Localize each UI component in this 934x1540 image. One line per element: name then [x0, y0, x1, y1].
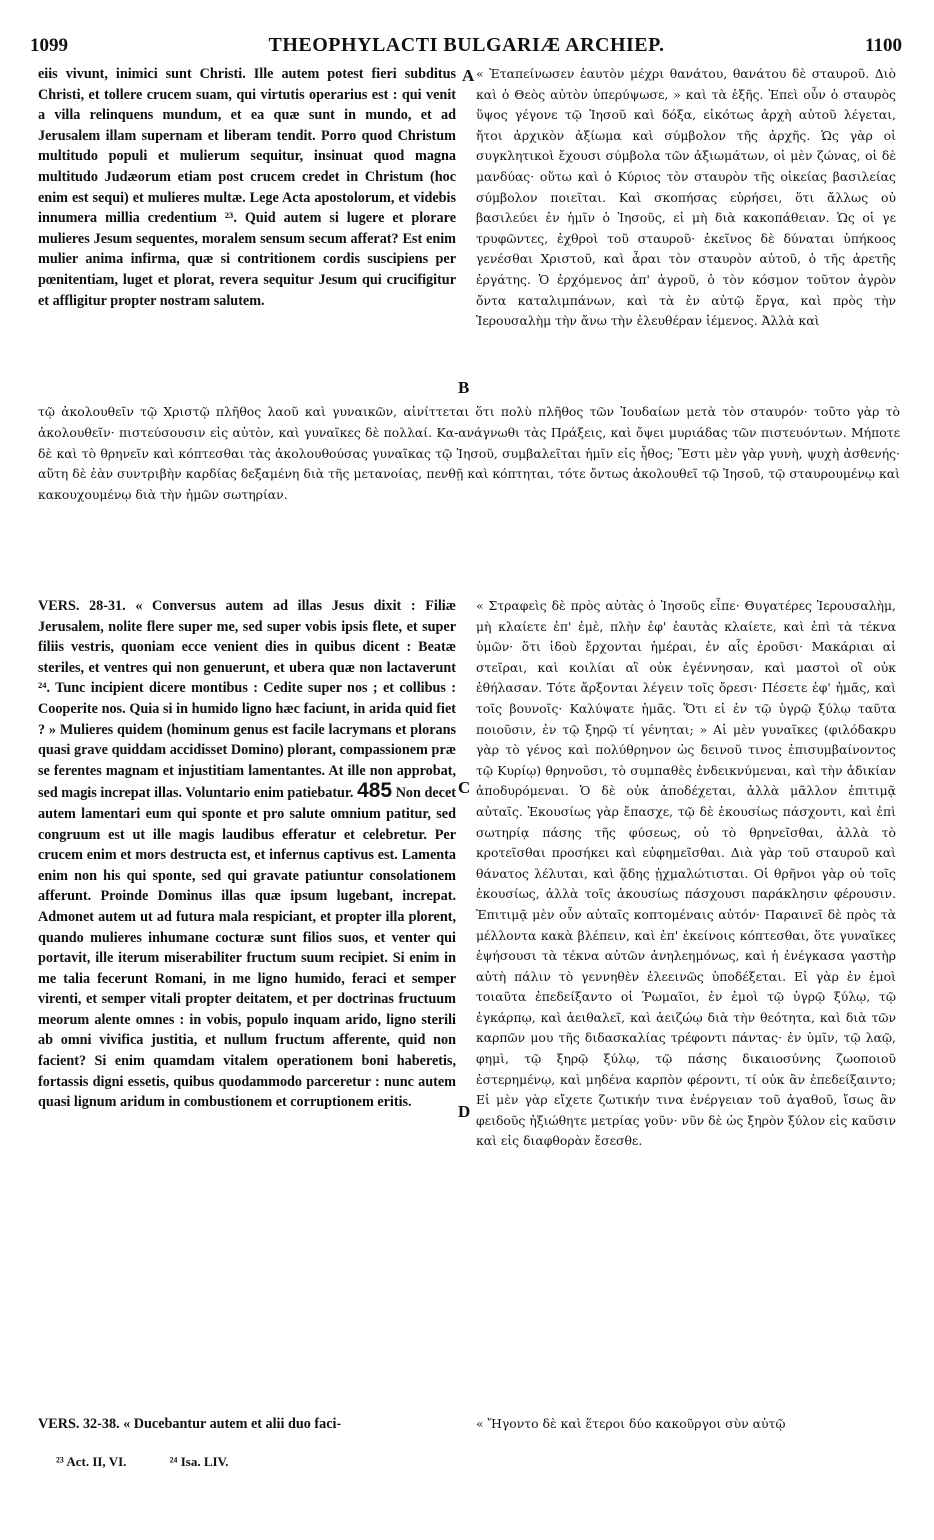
latin-text-post: Non decet autem lamentari eum qui sponte et pro salute omnium patitur, sed congruum est ut ille magis laudibus efferatur et celebretur. Per crucem enim et mors destructa est, et infernus captivus est. Lamenta enim non his qui sponte, sed qui gravate patiuntur consolationem afferunt. Proinde Dominus illas quæ ipsum lugebant, increpat. Admonet autem ut ad futura mala respiciant, et propter illa plorent, quando mulieres inhumane cocturæ sunt filios suos, et venter qui portavit, ille iterum miserabiliter fructum suum recipiet. Si enim in me talia fecerunt Romani, in me ligno humido, feraci et semper virenti, et semper vitali propter deitatem, et per doctrinas fructuum meorum alente omnes : in vobis, populo inquam arido, ligno sterili ab omni vivifica justitia, et nullum fructum afferente, quid non facient? Si enim quamdam vitalem operationem boni haberetis, fortassis digni essetis, quibus quodammodo parceretur : nunc autem quasi lignum aridum in combustionem et corruptionem eritis.	[38, 785, 456, 1111]
section-marker-d: D	[458, 1102, 471, 1121]
greek-column-block-2	[476, 596, 896, 1406]
greek-commentary-paragraph: « Στραφεὶς δὲ πρὸς αὐτὰς ὁ Ἰησοῦς εἶπε· Θυγατέρες Ἱερουσαλὴμ, μὴ κλαίετε ἐπ' ἐμὲ, πλὴν ἐφ' ἑαυτὰς κλαίετε, καὶ ἐπὶ τὰ τέκνα ὑμῶν· ὅτι ἰδοὺ ἔρχονται ἡμέραι, ἐν αἷς ἐροῦσι· Μακάριαι αἱ στεῖραι, καὶ κοιλίαι αἳ οὐκ ἐγέννησαν, καὶ μαστοὶ οἳ οὐκ ἐθήλασαν. Τότε ἄρξονται λέγειν τοῖς ὄρεσι· Πέσετε ἐφ' ἡμᾶς, καὶ τοῖς βουνοῖς· Καλύψατε ἡμᾶς. Ὅτι εἰ ἐν τῷ ὑγρῷ ξύλῳ ταῦτα ποιοῦσιν, ἐν τῷ ξηρῷ τί γένηται; » Αἱ μὲν γυναῖκες (φιλόδακρυ γὰρ τὸ γένος καὶ πολύθρηνον ὡς δεινοῦ τινος ἐπισυμβαίνοντος τῷ Κυρίῳ) θρηνοῦσι, τὸ συμπαθὲς ἐνδεικνύμεναι, καὶ τὴν ἀδικίαν ἀποδυρόμεναι. Ὁ δὲ οὐκ ἀποδέχεται, ἀλλὰ μᾶλλον ἐπιτιμᾷ αὐταῖς. Ἑκουσίως γὰρ ἔπασχε, τῷ δὲ ἑκουσίως πάσχοντι, καὶ ἐπὶ σωτηρίᾳ πάσης τῆς φύσεως, οὐ τὸ θρηνεῖσθαι, ἀλλὰ τὸ κροτεῖσθαι προσήκει καὶ εὐφημεῖσθαι. Διὰ γὰρ τοῦ σταυροῦ καὶ θάνατος λέλυται, καὶ ᾅδης ᾐχμαλώτισται. Οἱ θρῆνοι γὰρ οὐ τοῖς ἑκουσίως, ἀλλὰ τοῖς ἀκουσίως πάσχουσι παράκλησιν φέρουσιν. Ἐπιτιμᾷ μὲν οὖν αὐταῖς κοπτομέναις αὐτόν· Παραινεῖ δὲ πρὸς τὰ μέλλοντα κακὰ βλέπειν, καὶ ἐπ' ἐκείνοις κόπτεσθαι, ὅτε γυναῖκες ἑψήσουσι τὰ τέκνα αὐτῶν ἀνηλεημόνως, καὶ ἡ ἐνέγκασα γαστὴρ αὐτὴ πάλιν τὸ γεννηθὲν ἐλεεινῶς ὑποδέξεται. Εἰ γὰρ ἐν ἐμοὶ τοιαῦτα ἐπεδείξαντο οἱ Ῥωμαῖοι, ἐν ἐμοὶ τῷ ὑγρῷ ξύλῳ, τῷ ἐγκάρπῳ, καὶ ἀειθαλεῖ, καὶ ἀειζώῳ διὰ τὴν θεότητα, καὶ διὰ τῶν καρπῶν μου τῆς διδασκαλίας τρέφοντι πάντας· ἐν ὑμῖν, τῷ λαῷ, φημὶ, τῷ ξηρῷ ξύλῳ, τῷ πάσης δικαιοσύνης ζωοποιοῦ ἐστερημένῳ, καὶ μηδένα καρπὸν φέροντι, τί οὐκ ἂν ἐπεδείξαιντο; Εἰ μὲν γὰρ εἴχετε ζωτικήν τινα ἐνέργειαν τοῦ ἀγαθοῦ, ἴσως ἂν φειδοῦς ἠξιώθητε μετρίας γοῦν· νῦν δὲ ὡς ξηρὸν ξύλον εἰς καῦσιν καὶ εἰς διαφθορὰν ἔσεσθε.	[476, 598, 896, 1149]
running-title: THEOPHYLACTI BULGARIÆ ARCHIEP.	[268, 34, 665, 56]
section-marker-a: A	[462, 66, 475, 85]
greek-full-paragraph: τῷ ἀκολουθεῖν τῷ Χριστῷ πλῆθος λαοῦ καὶ γυναικῶν, αἰνίττεται ὅτι πολὺ πλῆθος τῶν Ἰουδαίων μετὰ τὸν σταυρόν· τοῦτο γὰρ τὸ ἀκολουθεῖν· πιστεύσουσιν εἰς αὐτὸν, καὶ γυναῖκες δὲ πολλαί. Κα-ανάγνωθι τὰς Πράξεις, καὶ ὄψει μυριάδας τῶν πιστευόντων. Μήποτε δὲ καὶ τὸ θρηνεῖν καὶ κόπτεσθαι τὰς ἀκολουθούσας γυναῖκας τῷ Ἰησοῦ, συμβαλεῖται ἡμῖν εἰς ἦθος; Ἔστι μὲν γὰρ γυνὴ, ψυχὴ ἀσθενής· αὕτη δὲ ἐὰν συντριβὴν καρδίας δεξαμένη διὰ τῆς μετανοίας, πενθῇ καὶ κόπτηται, τότε ὄντως ἀκολουθεῖ τῷ Ἰησοῦ, τῷ σταυρουμένῳ καὶ κακουχουμένῳ διὰ τὴν ἡμῶν σωτηρίαν.	[38, 404, 900, 503]
greek-full-width-block	[38, 402, 900, 588]
latin-column-block-1	[38, 64, 456, 396]
margin-page-number: 485	[357, 779, 393, 803]
greek-column-block-3	[476, 1414, 896, 1436]
running-header	[30, 34, 902, 60]
latin-text-pre: VERS. 28-31. « Conversus autem ad illas Jesus dixit : Filiæ Jerusalem, nolite flere super me, sed super vobis ipsis flete, et super filiis vestris, quoniam ecce venient dies in quibus dicent : Beatæ steriles, et ventres qui non genuerunt, et ubera quæ non lactaverunt ²⁴. Tunc incipient dicere montibus : Cedite super nos ; et collibus : Cooperite nos. Quia si in humido ligno hæc faciunt, in arida quid fiet ? » Mulieres quidem (hominum genus est facile lacrymans et plorans quasi grave quiddam accidisset Domino) plorant, compassionem præ se ferentes magnam et injustitiam lamentantes. At ille non approbat, sed magis increpat illas. Voluntario enim patiebatur.	[38, 598, 456, 802]
footnote: ²⁴ Isa. LIV.	[169, 1454, 229, 1469]
page-number-left: 1099	[30, 35, 68, 56]
latin-verse-heading: VERS. 32-38. « Ducebantur autem et alii duo faci-	[38, 1416, 342, 1432]
footnote: ²³ Act. II, VI.	[56, 1454, 127, 1469]
greek-paragraph: « Ἐταπείνωσεν ἑαυτὸν μέχρι θανάτου, θανάτου δὲ σταυροῦ. Διὸ καὶ ὁ Θεὸς αὐτὸν ὑπερύψωσε, » καὶ τὰ ἑξῆς. Ἐπεὶ οὖν ὁ σταυρὸς ὕψος γέγονε τῷ Ἰησοῦ καὶ δόξα, εἰκότως ἀρχὴ αὐτοῦ λέγεται, ἤτοι ἀρχικὸν ἀξίωμα καὶ σύμβολον τῆς ἀρχῆς. Ὡς γὰρ οἱ συγκλητικοὶ ἔχουσι σύμβολα τῶν ἀξιωμάτων, οἱ μὲν ζώνας, οἱ δὲ μανδύας· οὕτω καὶ ὁ Κύριος τὸν σταυρὸν τῆς οἰκείας βασιλείας σύμβολον ποιεῖται. Καὶ σκοπήσας εὑρήσει, ὅτι ἄλλως οὐ βασιλεύει ἐν ἡμῖν ὁ Ἰησοῦς, εἰ μὴ διὰ κακοπάθειαν. Ὡς οἱ γε τρυφῶντες, ἐχθροὶ τοῦ σταυροῦ· ἐκεῖνος δὲ δύναται ὑπήκοος γενέσθαι Χριστοῦ, καὶ ἆραι τὸν σταυρὸν αὐτοῦ, ὁ τῆς ἀρετῆς ἐργάτης. Ὁ ἐρχόμενος ἀπ' ἀγροῦ, ὁ τὸν κόσμον τοῦτον ἀγρὸν ὄντα καταλιμπάνων, καὶ τὰ ἐν αὐτῷ ἔργα, καὶ πρὸς τὴν Ἱερουσαλὴμ τὴν ἄνω τὴν ἐλευθέραν ἱέμενος. Ἀλλὰ καὶ	[476, 66, 896, 329]
page-number-right: 1100	[865, 35, 902, 56]
latin-column-block-3	[38, 1414, 456, 1436]
section-marker-c: C	[458, 778, 471, 797]
greek-verse-heading: « Ἤγοντο δὲ καὶ ἕτεροι δύο κακοῦργοι σὺν αὐτῷ	[476, 1416, 786, 1431]
latin-commentary-paragraph	[38, 596, 456, 1113]
footnotes	[56, 1454, 456, 1470]
greek-column-block-1	[476, 64, 896, 396]
section-marker-b: B	[458, 378, 470, 397]
latin-column-block-2	[38, 596, 456, 1406]
latin-paragraph: eiis vivunt, inimici sunt Christi. Ille autem potest fieri subditus Christi, et tollere crucem suam, qui virtutis operarius est : qui venit a villa relinquens mundum, et ea quæ sunt in mundo, et ad Jerusalem illam supernam et liberam tendit. Porro quod Christum multitudo populi et mulierum sequitur, insinuat quod magna multitudo Judæorum etiam post crucem credet in Christum (hoc enim est sequi) et mulieres multæ. Lege Acta apostolorum, et videbis innumera millia credentium ²³. Quid autem si lugere et plorare mulieres Jesum sequentes, moralem sensum secum afferat? Est enim mulier anima infirma, quæ si contritionem cordis suscipiens per pœnitentiam, luget et plorat, revera sequitur Jesum qui crucifigitur et affligitur propter nostram salutem.	[38, 66, 456, 309]
